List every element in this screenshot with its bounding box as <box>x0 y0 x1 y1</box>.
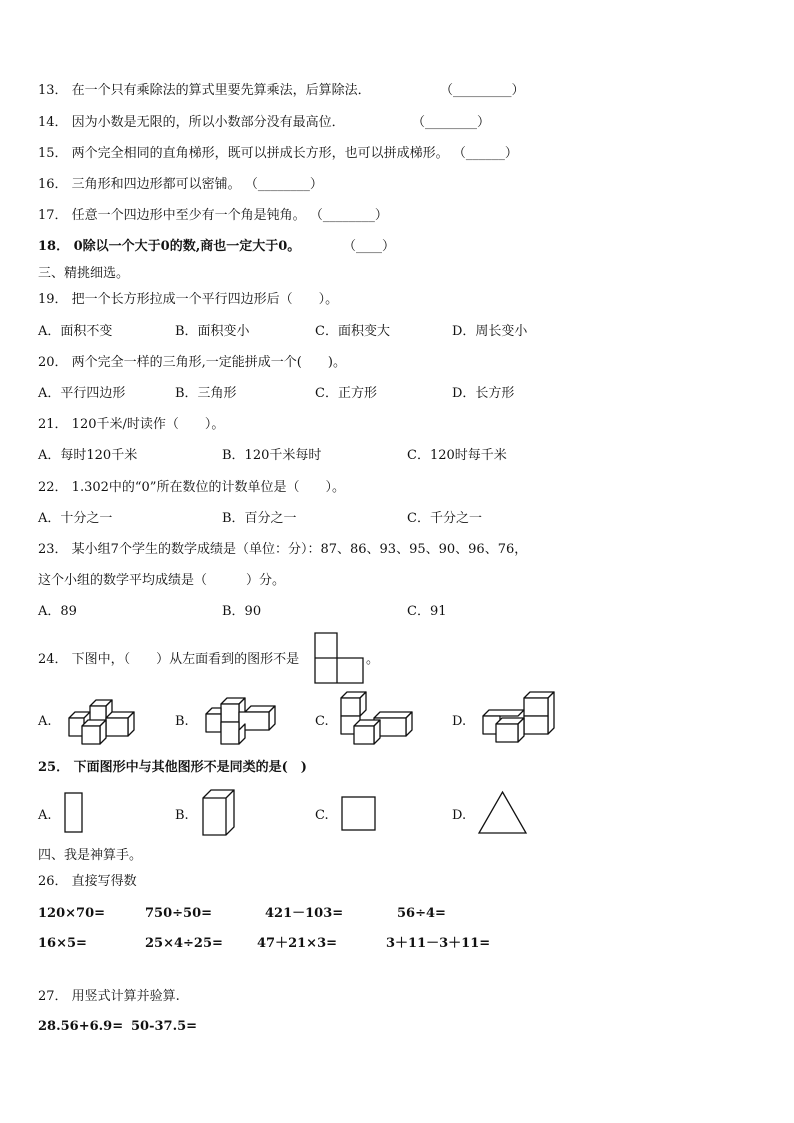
option-b[interactable]: B．90 <box>222 604 262 619</box>
option-c[interactable]: C．91 <box>407 604 447 619</box>
question-27-title: 27． 用竖式计算并验算. <box>38 989 180 1004</box>
question-20-stem: 20． 两个完全一样的三角形,一定能拼成一个( )。 <box>38 355 346 370</box>
question-23-stem-continued: 这个小组的数学平均成绩是（ ）分。 <box>38 573 286 588</box>
question-13 <box>38 83 371 99</box>
option-b[interactable]: B. <box>175 714 189 729</box>
option-d[interactable]: D．周长变小 <box>452 324 528 339</box>
answer-blank-18[interactable]: （____） <box>343 239 396 254</box>
option-b[interactable]: B．百分之一 <box>222 511 297 526</box>
option-b[interactable]: B．120千米每时 <box>222 448 322 463</box>
question-text: 16． 三角形和四边形都可以密铺。 <box>38 177 241 192</box>
option-a[interactable]: A. <box>38 714 52 729</box>
option-a[interactable]: A. <box>38 808 52 823</box>
option-c[interactable]: C．面积变大 <box>315 324 390 339</box>
question-24-end: 。 <box>366 652 380 667</box>
calc-item: 28.56+6.9= <box>38 1019 124 1034</box>
option-d[interactable]: D. <box>452 808 467 823</box>
option-a[interactable]: A．89 <box>38 604 77 619</box>
question-text: 17． 任意一个四边形中至少有一个角是钝角。 <box>38 208 306 223</box>
square-shape <box>341 796 377 832</box>
option-a[interactable]: A．平行四边形 <box>38 386 126 401</box>
question-16 <box>38 177 323 193</box>
question-24-stem: 24． 下图中，（ ）从左面看到的图形不是 <box>38 652 300 667</box>
calc-item: 25×4÷25= <box>145 936 223 951</box>
calc-item: 47＋21×3= <box>257 936 338 951</box>
question-25-stem: 25． 下面图形中与其他图形不是同类的是( ) <box>38 760 307 775</box>
option-c[interactable]: C. <box>315 714 329 729</box>
question-14 <box>38 115 345 131</box>
option-a[interactable]: A．十分之一 <box>38 511 113 526</box>
question-19-stem: 19． 把一个长方形拉成一个平行四边形后（ ）。 <box>38 292 339 307</box>
left-view-figure <box>314 632 364 684</box>
cube-stack-b <box>205 692 280 748</box>
question-15 <box>38 146 518 162</box>
question-22-stem: 22． 1.302中的“0”所在数位的计数单位是（ ）。 <box>38 480 345 495</box>
answer-blank-13[interactable]: （_________） <box>440 83 525 98</box>
triangle-shape <box>478 790 528 835</box>
question-18 <box>38 239 300 255</box>
question-23-stem: 23． 某小组7个学生的数学成绩是（单位：分）：87、86、93、95、90、96、76， <box>38 542 528 557</box>
option-b[interactable]: B．三角形 <box>175 386 237 401</box>
option-c[interactable]: C．120时每千米 <box>407 448 507 463</box>
option-c[interactable]: C. <box>315 808 329 823</box>
cube-stack-a <box>68 692 143 748</box>
question-text: 18． 0除以一个大于0的数,商也一定大于0。 <box>38 239 301 254</box>
option-b[interactable]: B. <box>175 808 189 823</box>
option-c[interactable]: C．正方形 <box>315 386 377 401</box>
option-c[interactable]: C．千分之一 <box>407 511 482 526</box>
section-heading-4: 四、我是神算手。 <box>38 848 143 863</box>
cuboid-shape <box>202 789 236 837</box>
calc-item: 421－103= <box>265 906 344 921</box>
answer-blank-17[interactable]: （________） <box>309 208 388 223</box>
calc-item: 16×5= <box>38 936 87 951</box>
calc-item: 750÷50= <box>145 906 213 921</box>
option-d[interactable]: D. <box>452 714 467 729</box>
rectangle-shape <box>64 792 84 834</box>
option-a[interactable]: A．每时120千米 <box>38 448 138 463</box>
section-heading-3: 三、精挑细选。 <box>38 266 130 281</box>
answer-blank-16[interactable]: （________） <box>244 177 323 192</box>
option-b[interactable]: B．面积变小 <box>175 324 250 339</box>
option-a[interactable]: A．面积不变 <box>38 324 113 339</box>
question-17 <box>38 208 388 224</box>
option-d[interactable]: D．长方形 <box>452 386 515 401</box>
question-text: 13． 在一个只有乘除法的算式里要先算乘法，后算除法． <box>38 83 371 98</box>
calc-item: 120×70= <box>38 906 106 921</box>
answer-blank-15[interactable]: （______） <box>452 146 518 161</box>
calc-item: 56÷4= <box>397 906 446 921</box>
question-text: 15． 两个完全相同的直角梯形，既可以拼成长方形，也可以拼成梯形。 <box>38 146 449 161</box>
calc-item: 3＋11－3＋11= <box>386 936 491 951</box>
question-text: 14． 因为小数是无限的，所以小数部分没有最高位． <box>38 115 345 130</box>
cube-stack-c <box>340 690 415 746</box>
answer-blank-14[interactable]: （________） <box>412 115 491 130</box>
question-26-title: 26． 直接写得数 <box>38 874 137 889</box>
question-21-stem: 21． 120千米/时读作（ ）。 <box>38 417 225 432</box>
cube-stack-d <box>482 690 557 746</box>
calc-item: 50-37.5= <box>131 1019 198 1034</box>
